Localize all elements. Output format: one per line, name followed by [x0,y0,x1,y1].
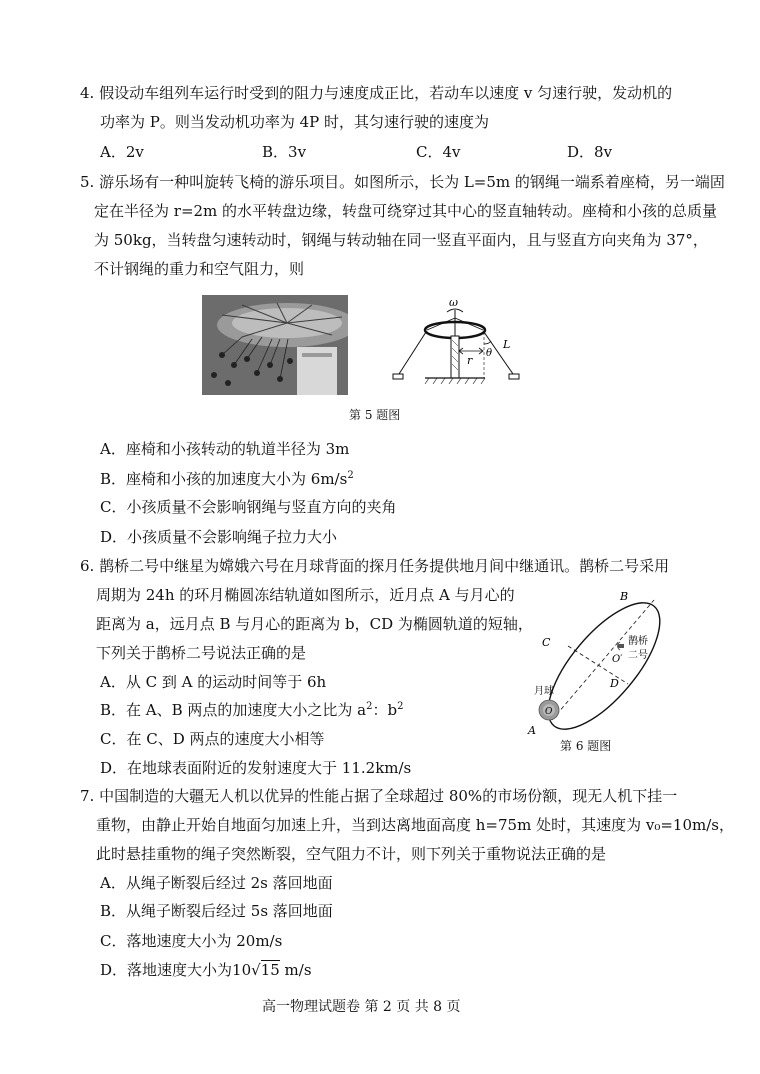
moon-center-o-label: O [545,707,553,717]
q5-stem-line3: 为 50kg，当转盘匀速转动时，钢绳与转动轴在同一竖直平面内，且与竖直方向夹角为 37°， [94,231,708,249]
q5-option-d: D．小孩质量不会影响绳子拉力大小 [100,528,338,546]
q7-stem-line2: 重物，由静止开始自地面匀加速上升，当到达离地面高度 h=75m 处时，其速度为 v₀=10m/s， [96,816,734,834]
q5-option-b: B．座椅和小孩的加速度大小为 $6m/s^2$ [100,470,354,488]
q6-option-a: A．从 C 到 A 的运动时间等于 6h [100,673,327,691]
q7-option-c: C．落地速度大小为 20m/s [100,932,283,950]
q7-option-a: A．从绳子断裂后经过 2s 落回地面 [100,874,333,892]
relay-satellite-icon [618,642,625,650]
sqrt-sign: √ [251,961,261,979]
left-seat [393,374,403,379]
q6-option-b: B．在 A、B 两点的加速度大小之比为 $a^2$：$b^2$ [100,701,404,719]
q7-option-b: B．从绳子断裂后经过 5s 落回地面 [100,902,333,920]
relay-label-line1: 鹊桥 [628,636,648,647]
q7-stem-line3: 此时悬挂重物的绳子突然断裂，空气阻力不计，则下列关于重物说法正确的是 [96,845,607,863]
q4-stem-line2: 功率为 P。则当发动机功率为 4P 时，其匀速行驶的速度为 [100,113,490,131]
theta-label: θ [486,348,493,359]
point-b-label: B [620,590,629,603]
L-label: L [503,338,511,351]
swing-ride-photo-illustration [202,295,348,395]
q6-stem-line3: 距离为 a，远月点 B 与月心的距离为 b，CD 为椭圆轨道的短轴， [96,615,533,633]
moon-label: 月球 [534,686,554,697]
rotating-shaft [451,336,459,378]
q5-stem-line4: 不计钢绳的重力和空气阻力，则 [94,260,305,278]
q6-stem-line2: 周期为 24h 的环月椭圆冻结轨道如图所示，近月点 A 与月心的 [96,586,515,604]
q5-figure-caption: 第 5 题图 [349,408,401,422]
q6-option-d: D．在地球表面附近的发射速度大于 11.2km/s [100,759,412,777]
swing-ride-diagram [385,288,535,398]
q5-option-c: C．小孩质量不会影响钢绳与竖直方向的夹角 [100,498,397,516]
q4-option-b: B．3v [262,143,307,161]
q5-option-a: A．座椅和小孩转动的轨道半径为 3m [100,440,350,458]
relay-label-line2: 二号 [628,650,648,661]
minor-axis-cd [568,646,628,684]
left-cable [399,332,426,374]
q4-stem-line1: 4. 假设动车组列车运行时受到的阻力与速度成正比，若动车以速度 v 匀速行驶，发动机的 [80,84,673,102]
right-seat [509,374,519,379]
q5-stem-line2: 定在半径为 r=2m 的水平转盘边缘，转盘可绕穿过其中心的竖直轴转动。座椅和小孩的总质量 [94,202,718,220]
q6-option-c: C．在 C、D 两点的速度大小相等 [100,730,325,748]
q6-stem-line1: 6. 鹊桥二号中继星为嫦娥六号在月球背面的探月任务提供地月间中继通讯。鹊桥二号采用 [80,557,670,575]
q5-stem-line1: 5. 游乐场有一种叫旋转飞椅的游乐项目。如图所示，长为 L=5m 的钢绳一端系着座椅，另一端固 [80,173,725,191]
swing-ride-photo [202,295,348,395]
q6-stem-line4: 下列关于鹊桥二号说法正确的是 [96,644,307,662]
point-a-label: A [528,724,536,737]
orbit-diagram [520,588,680,738]
q7-option-d: D．落地速度大小为10√15 m/s [100,961,312,979]
center-o-prime-label: O′ [612,654,623,665]
page-footer: 高一物理试题卷 第 2 页 共 8 页 [262,999,461,1015]
r-label: r [467,354,473,367]
q6-figure-caption: 第 6 题图 [560,739,612,753]
point-d-label: D [610,677,619,690]
q7-stem-line1: 7. 中国制造的大疆无人机以优异的性能占据了全球超过 80%的市场份额，现无人机下挂一 [80,787,678,805]
point-c-label: C [542,636,551,649]
q4-option-d: D．8v [567,143,613,161]
sqrt-radicand: 15 [260,961,280,979]
q4-option-a: A．2v [100,143,144,161]
omega-label: ω [449,296,458,309]
q4-option-c: C．4v [416,143,461,161]
